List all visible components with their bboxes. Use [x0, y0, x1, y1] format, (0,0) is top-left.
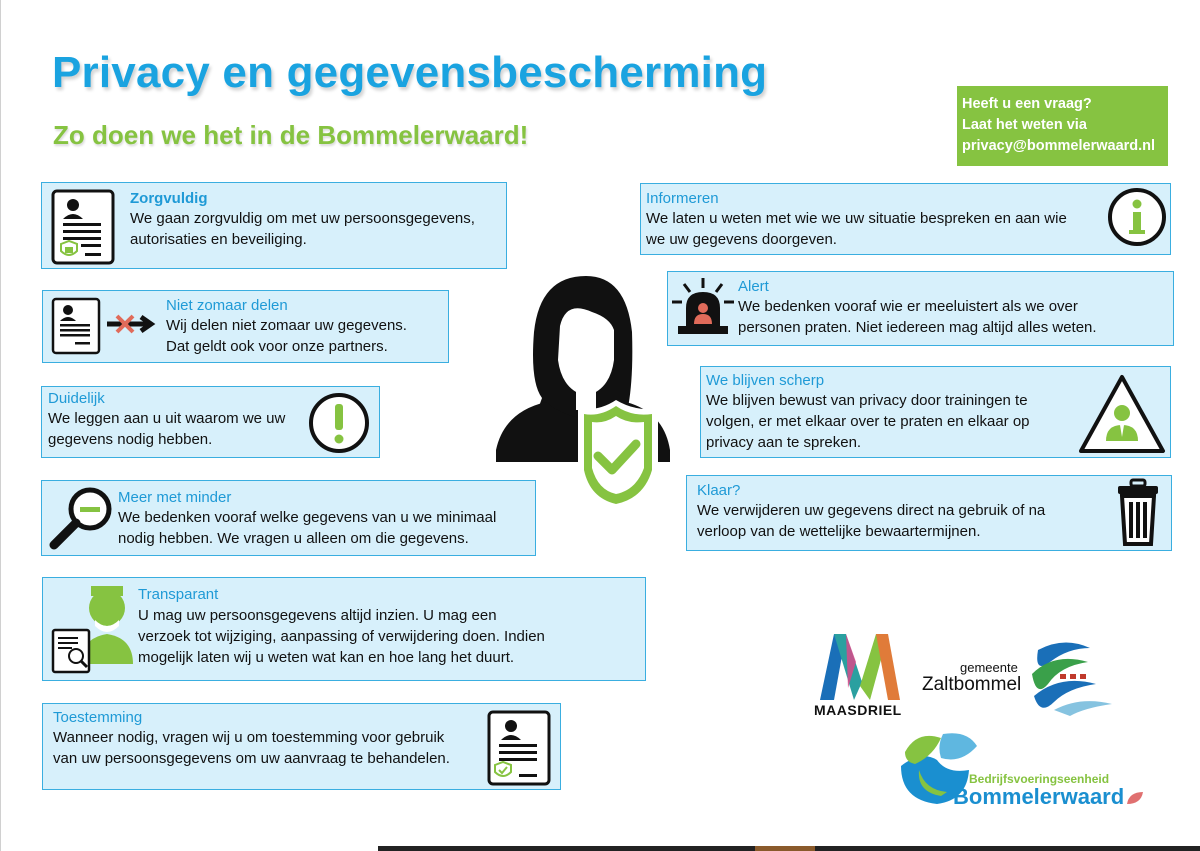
item-zorgvuldig — [41, 182, 507, 269]
page-title: Privacy en gegevensbescherming — [52, 48, 768, 97]
item-heading: Meer met minder — [118, 489, 232, 506]
bommelerwaard-logo — [897, 730, 1147, 808]
contact-box — [957, 86, 1168, 166]
bommelerwaard-small-text: Bedrijfsvoeringseenheid — [969, 772, 1110, 786]
page-subtitle: Zo doen we het in de Bommelerwaard! — [53, 120, 529, 150]
item-heading: We blijven scherp — [706, 372, 825, 389]
item-text-line-3: privacy aan te spreken. — [706, 434, 862, 451]
maasdriel-mark-icon — [812, 632, 908, 702]
contact-line-2: Laat het weten via — [962, 117, 1087, 133]
page-border — [0, 0, 1, 851]
item-text-line-3: mogelijk laten wij u weten wat kan en hoe lang het duurt. — [138, 649, 515, 666]
item-meer-met-minder — [41, 480, 536, 556]
person-document-search-icon — [51, 582, 135, 674]
zaltbommel-text: Zaltbommel — [922, 674, 1022, 695]
item-heading: Duidelijk — [48, 390, 105, 407]
alarm-light-icon — [670, 276, 736, 338]
item-heading: Informeren — [646, 190, 719, 207]
contact-line-1: Heeft u een vraag? — [962, 96, 1092, 112]
item-alert — [667, 271, 1174, 346]
trash-icon — [1115, 478, 1161, 548]
item-heading: Transparant — [138, 586, 219, 603]
bottom-bar — [378, 846, 1200, 851]
item-text-line-2: nodig hebben. We vragen u alleen om die gegevens. — [118, 530, 469, 547]
item-text-line-2: volgen, er met elkaar over te praten en elkaar op — [706, 413, 1030, 430]
item-niet-zomaar-delen — [42, 290, 449, 363]
item-heading: Zorgvuldig — [130, 190, 208, 207]
bommelerwaard-red-leaf-icon — [1125, 790, 1145, 806]
warning-person-icon — [1077, 373, 1167, 455]
person-shield-icon — [494, 272, 674, 517]
item-text-line-2: Dat geldt ook voor onze partners. — [166, 338, 388, 355]
item-text-line-2: personen praten. Niet iedereen mag altijd alles weten. — [738, 319, 1097, 336]
item-klaar — [686, 475, 1172, 551]
item-text-line-1: Wij delen niet zomaar uw gegevens. — [166, 317, 407, 334]
bommelerwaard-text: Bommelerwaard — [953, 784, 1125, 809]
magnifier-minus-icon — [46, 485, 116, 553]
item-text-line-2: autorisaties en beveiliging. — [130, 231, 307, 248]
item-text-line-1: We bedenken vooraf wie er meeluistert als we over — [738, 298, 1078, 315]
item-heading: Alert — [738, 278, 769, 295]
item-text-line-2: van uw persoonsgegevens om uw aanvraag te behandelen. — [53, 750, 450, 767]
item-text-line-1: Wanneer nodig, vragen wij u om toestemming voor gebruik — [53, 729, 445, 746]
item-toestemming — [42, 703, 561, 790]
item-text-line-1: We gaan zorgvuldig om met uw persoonsgegevens, — [130, 210, 475, 227]
item-text-line-1: We bedenken vooraf welke gegevens van u we minimaal — [118, 509, 497, 526]
maasdriel-text: MAASDRIEL — [814, 702, 902, 718]
info-icon — [1107, 187, 1167, 247]
item-text-line-2: verzoek tot wijziging, aanpassing of verwijdering doen. Indien — [138, 628, 545, 645]
item-text-line-2: we uw gegevens doorgeven. — [646, 231, 837, 248]
item-text-line-1: We verwijderen uw gegevens direct na gebruik of na — [697, 502, 1046, 519]
item-duidelijk — [41, 386, 380, 458]
item-informeren — [640, 183, 1171, 255]
item-we-blijven-scherp — [700, 366, 1171, 458]
item-text-line-1: U mag uw persoonsgegevens altijd inzien. U mag een — [138, 607, 497, 624]
item-heading: Niet zomaar delen — [166, 297, 288, 314]
document-lock-icon — [51, 189, 115, 265]
item-text-line-2: gegevens nodig hebben. — [48, 431, 213, 448]
item-text-line-1: We leggen aan u uit waarom we uw — [48, 410, 286, 427]
item-transparant — [42, 577, 646, 681]
zaltbommel-flag-icon — [1024, 640, 1114, 718]
item-heading: Klaar? — [697, 482, 741, 499]
item-text-line-2: verloop van de wettelijke bewaartermijnen. — [697, 523, 981, 540]
contact-email[interactable]: privacy@bommelerwaard.nl — [962, 138, 1156, 154]
document-check-icon — [487, 710, 551, 786]
item-text-line-1: We blijven bewust van privacy door trainingen te — [706, 392, 1028, 409]
item-text-line-1: We laten u weten met wie we uw situatie bespreken en aan wie — [646, 210, 1067, 227]
zaltbommel-small-text: gemeente — [960, 660, 1018, 675]
document-no-share-icon — [51, 297, 161, 355]
item-heading: Toestemming — [53, 709, 143, 726]
maasdriel-logo — [812, 632, 908, 718]
bottom-bar-accent — [755, 846, 815, 851]
zaltbommel-logo — [920, 640, 1116, 720]
exclamation-icon — [308, 392, 370, 454]
